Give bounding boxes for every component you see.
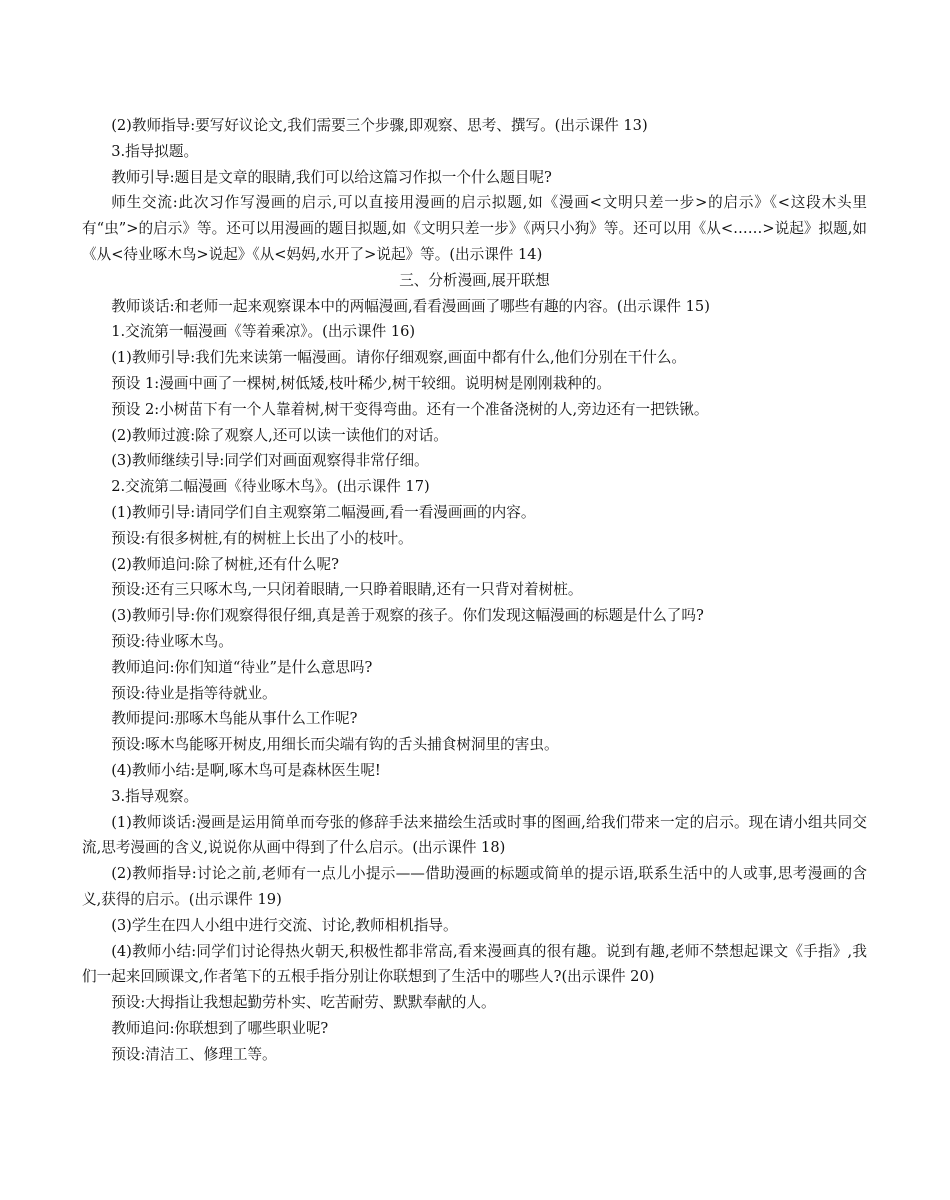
paragraph: 教师提问:那啄木鸟能从事什么工作呢? [111, 710, 358, 728]
section-heading: 3.指导观察。 [111, 787, 199, 805]
paragraph: 师生交流:此次习作写漫画的启示,可以直接用漫画的启示拟题,如《漫画<文明只差一步>的启示》《<这段木头里有“虫”>的启示》等。还可以用漫画的题目拟题,如《文明只差一步》《两只小狗》等。还可以用《从<……>说起》拟题,如《从<待业啄木鸟>说起》《从<妈妈,水开了>说起》等。(出示课件 14) [82, 194, 867, 263]
document-page [82, 113, 867, 1067]
paragraph: (3)学生在四人小组中进行交流、讨论,教师相机指导。 [111, 916, 458, 934]
paragraph: 预设:待业啄木鸟。 [111, 632, 233, 650]
paragraph: (2)教师指导:讨论之前,老师有一点儿小提示——借助漫画的标题或简单的提示语,联系生活中的人或事,思考漫画的含义,获得的启示。(出示课件 19) [82, 865, 867, 908]
paragraph: (3)教师继续引导:同学们对画面观察得非常仔细。 [111, 452, 429, 470]
paragraph: (3)教师引导:你们观察得很仔细,真是善于观察的孩子。你们发现这幅漫画的标题是什么了吗? [111, 607, 704, 625]
section-heading: 2.交流第二幅漫画《待业啄木鸟》。(出示课件 17) [111, 478, 430, 496]
paragraph: 教师谈话:和老师一起来观察课本中的两幅漫画,看看漫画画了哪些有趣的内容。(出示课件 15) [111, 297, 710, 315]
paragraph: (4)教师小结:是啊,啄木鸟可是森林医生呢! [111, 761, 381, 779]
paragraph: (2)教师追问:除了树桩,还有什么呢? [111, 555, 339, 573]
paragraph: 预设:大拇指让我想起勤劳朴实、吃苦耐劳、默默奉献的人。 [111, 994, 496, 1012]
paragraph: 预设 1:漫画中画了一棵树,树低矮,枝叶稀少,树干较细。说明树是刚刚栽种的。 [111, 374, 611, 392]
paragraph: (1)教师引导:我们先来读第一幅漫画。请你仔细观察,画面中都有什么,他们分别在干什么。 [111, 349, 687, 367]
paragraph: (1)教师谈话:漫画是运用简单而夸张的修辞手法来描绘生活或时事的图画,给我们带来一定的启示。现在请小组共同交流,思考漫画的含义,说说你从画中得到了什么启示。(出示课件 18) [82, 813, 867, 857]
paragraph: (4)教师小结:同学们讨论得热火朝天,积极性都非常高,看来漫画真的很有趣。说到有趣,老师不禁想起课文《手指》,我们一起来回顾课文,作者笔下的五根手指分别让你联想到了生活中的哪些人?(出示课件 20) [82, 942, 867, 986]
section-heading: 3.指导拟题。 [111, 142, 199, 160]
paragraph: 教师追问:你联想到了哪些职业呢? [111, 1019, 329, 1037]
paragraph: (2)教师指导:要写好议论文,我们需要三个步骤,即观察、思考、撰写。(出示课件 13) [111, 117, 648, 134]
paragraph: 预设 2:小树苗下有一个人靠着树,树干变得弯曲。还有一个准备浇树的人,旁边还有一把铁锹。 [111, 400, 709, 418]
paragraph: (2)教师过渡:除了观察人,还可以读一读他们的对话。 [111, 426, 448, 444]
paragraph: 预设:清洁工、修理工等。 [111, 1045, 277, 1063]
chapter-heading: 三、分析漫画,展开联想 [399, 271, 550, 289]
paragraph: 教师追问:你们知道“待业”是什么意思吗? [111, 658, 373, 676]
paragraph: 预设:还有三只啄木鸟,一只闭着眼睛,一只睁着眼睛,还有一只背对着树桩。 [111, 581, 583, 599]
paragraph: 预设:待业是指等待就业。 [111, 684, 277, 702]
section-heading: 1.交流第一幅漫画《等着乘凉》。(出示课件 16) [111, 323, 416, 341]
paragraph: 预设:有很多树桩,有的树桩上长出了小的枝叶。 [111, 529, 413, 547]
paragraph: (1)教师引导:请同学们自主观察第二幅漫画,看一看漫画画的内容。 [111, 503, 536, 521]
paragraph: 预设:啄木鸟能啄开树皮,用细长而尖端有钩的舌头捕食树洞里的害虫。 [111, 736, 559, 754]
paragraph: 教师引导:题目是文章的眼睛,我们可以给这篇习作拟一个什么题目呢? [111, 168, 552, 186]
